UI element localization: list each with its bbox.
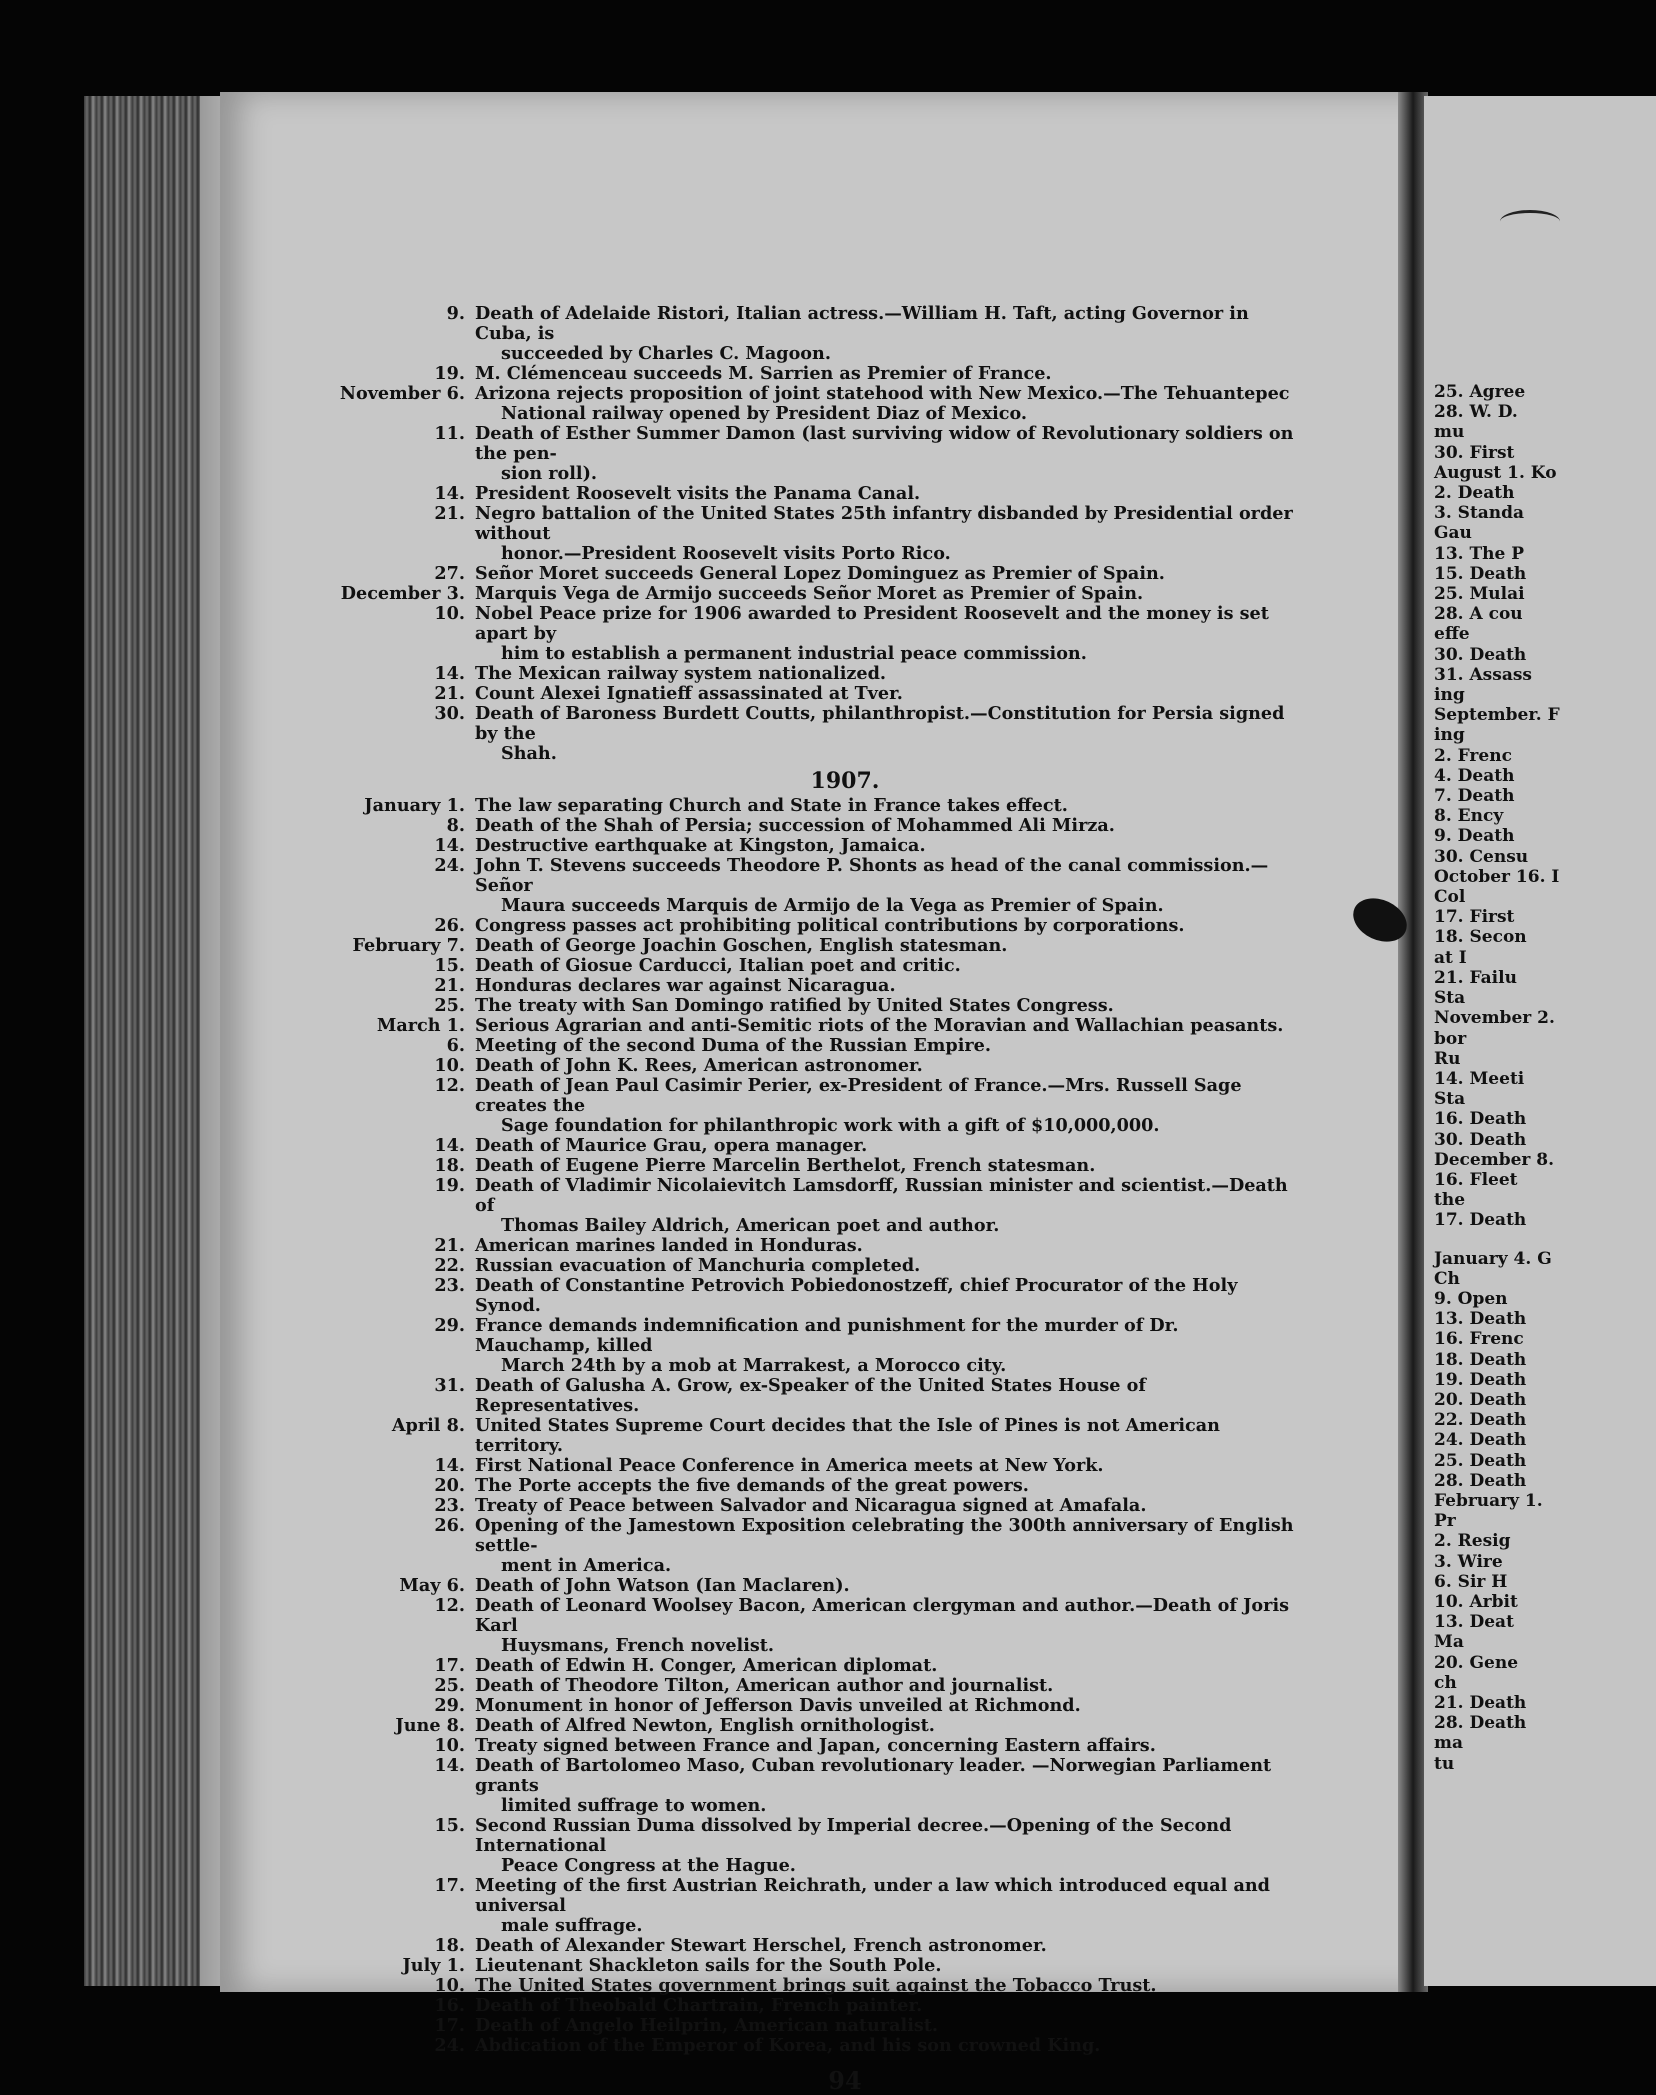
- chronology-entry: [395, 1056, 1295, 1076]
- entry-date: 6.: [446, 1035, 465, 1056]
- chronology-entry: [395, 684, 1295, 704]
- entry-date: 10.: [434, 1975, 465, 1996]
- entry-text: Opening of the Jamestown Exposition celebrating the 300th anniversary of English settle-: [475, 1515, 1294, 1556]
- right-page-line: 3. Wire: [1434, 1551, 1503, 1572]
- chronology-entry: [395, 1956, 1295, 1976]
- right-page-line: 21. Failu: [1434, 967, 1517, 988]
- entry-continuation: March 24th by a mob at Marrakest, a Morocco city.: [501, 1355, 1007, 1376]
- entry-date: 21.: [434, 1235, 465, 1256]
- chronology-entry: [395, 1256, 1295, 1276]
- right-page-line: Sta: [1434, 1089, 1466, 1110]
- right-page-line: 8. Ency: [1434, 806, 1504, 827]
- entry-date: 14.: [434, 663, 465, 684]
- entry-date: 14.: [434, 1455, 465, 1476]
- right-page-line: 16. Death: [1434, 1109, 1527, 1130]
- entry-text: Death of Leonard Woolsey Bacon, American clergyman and author.—Death of Joris Karl: [475, 1595, 1290, 1636]
- ink-mark: [1500, 210, 1560, 233]
- right-page-line: 21. Death: [1434, 1693, 1527, 1713]
- chronology-entry: [395, 1936, 1295, 1956]
- entry-date: 11.: [434, 423, 465, 444]
- chronology-entry: [340, 583, 1295, 604]
- right-page-line: 31. Assass: [1434, 664, 1532, 685]
- entry-text: Death of Edwin H. Conger, American diplomat.: [475, 1655, 938, 1676]
- chronology-entry: [395, 1156, 1295, 1176]
- entry-continuation: succeeded by Charles C. Magoon.: [501, 343, 831, 364]
- right-page-line: 24. Death: [1434, 1430, 1527, 1451]
- right-page-line: October 16. I: [1434, 866, 1560, 887]
- entry-continuation: him to establish a permanent industrial peace commission.: [501, 643, 1087, 664]
- entry-date: 21.: [434, 503, 465, 524]
- entry-text: Russian evacuation of Manchuria completed.: [475, 1255, 921, 1276]
- entry-date: 14.: [434, 1755, 465, 1776]
- year-heading: 1907.: [810, 768, 880, 794]
- chronology-entry: [395, 996, 1295, 1016]
- entry-date: 24.: [434, 2035, 465, 2056]
- right-page-line: ing: [1434, 725, 1465, 746]
- chronology-entry: [395, 1576, 1295, 1596]
- chronology-entry: [395, 364, 1295, 384]
- entry-text: The law separating Church and State in France takes effect.: [475, 795, 1068, 816]
- entry-text: Death of Baroness Burdett Coutts, philanthropist.—Constitution for Persia signed by the: [475, 703, 1285, 744]
- entry-text: M. Clémenceau succeeds M. Sarrien as Premier of France.: [475, 363, 1052, 384]
- entry-text: Death of the Shah of Persia; succession of Mohammed Ali Mirza.: [475, 815, 1115, 836]
- entry-text: Death of Alexander Stewart Herschel, French astronomer.: [475, 1935, 1047, 1956]
- right-page-line: 2. Death: [1434, 483, 1515, 504]
- right-page-line: 13. Death: [1434, 1309, 1527, 1330]
- right-page-line: 16. Frenc: [1434, 1329, 1524, 1350]
- entry-text: Señor Moret succeeds General Lopez Dominguez as Premier of Spain.: [475, 563, 1165, 584]
- right-page-line: 9. Open: [1434, 1288, 1508, 1309]
- entry-text: Death of Adelaide Ristori, Italian actress.—William H. Taft, acting Governor in Cuba, is: [475, 303, 1249, 344]
- entry-text: Death of George Joachin Goschen, English statesman.: [475, 935, 1008, 956]
- entries-1906: [339, 303, 1295, 764]
- chronology-entry: [395, 1176, 1295, 1236]
- entry-continuation: National railway opened by President Diaz of Mexico.: [501, 403, 1028, 424]
- entry-date: 18.: [434, 1935, 465, 1956]
- right-page-line: 28. Death: [1434, 1470, 1527, 1491]
- entry-date: 20.: [434, 1475, 465, 1496]
- right-page-column: [1434, 382, 1656, 1774]
- entry-date: 21.: [434, 683, 465, 704]
- entry-text: Death of John K. Rees, American astronomer.: [475, 1055, 923, 1076]
- right-page-line: 17. Death: [1434, 1210, 1527, 1231]
- chronology-entry: [364, 795, 1295, 816]
- entry-text: Meeting of the first Austrian Reichrath, under a law which introduced equal and universal: [475, 1875, 1270, 1916]
- entry-text: Destructive earthquake at Kingston, Jamaica.: [475, 835, 926, 856]
- chronology-entry: [395, 2036, 1295, 2056]
- entry-date: 25.: [434, 1675, 465, 1696]
- right-page-line: 2. Frenc: [1434, 745, 1512, 766]
- right-page-line: 22. Death: [1434, 1410, 1527, 1431]
- entry-text: Death of Jean Paul Casimir Perier, ex-President of France.—Mrs. Russell Sage creates the: [475, 1075, 1242, 1116]
- entry-continuation: Thomas Bailey Aldrich, American poet and author.: [501, 1215, 1000, 1236]
- entry-date: 10.: [434, 1055, 465, 1076]
- entry-text: Count Alexei Ignatieff assassinated at Tver.: [475, 683, 903, 704]
- entry-date: May 6.: [399, 1575, 465, 1596]
- entry-date: 10.: [434, 1735, 465, 1756]
- right-page-line: Ch: [1434, 1268, 1460, 1289]
- chronology-entry: [395, 956, 1295, 976]
- chronology-entry: [395, 1736, 1295, 1756]
- entry-date: 17.: [434, 2015, 465, 2036]
- entry-continuation: Maura succeeds Marquis de Armijo de la Vega as Premier of Spain.: [501, 895, 1164, 916]
- entry-text: Second Russian Duma dissolved by Imperial decree.—Opening of the Second International: [475, 1815, 1232, 1856]
- right-page-line: 20. Gene: [1434, 1652, 1519, 1673]
- entry-text: France demands indemnification and punishment for the murder of Dr. Mauchamp, killed: [475, 1315, 1179, 1356]
- entry-date: 30.: [434, 703, 465, 724]
- entry-text: President Roosevelt visits the Panama Canal.: [475, 483, 921, 504]
- right-page-line: 25. Agree: [1434, 382, 1526, 402]
- entry-text: Nobel Peace prize for 1906 awarded to President Roosevelt and the money is set apart by: [475, 603, 1269, 644]
- entry-date: 17.: [434, 1655, 465, 1676]
- chronology-entry: [395, 836, 1295, 856]
- chronology-entry: [395, 1596, 1295, 1656]
- right-page-line: 28. Death: [1434, 1713, 1527, 1734]
- right-page-line: 14. Meeti: [1434, 1068, 1525, 1089]
- chronology-entry: [395, 1236, 1295, 1256]
- chronology-entry: [395, 1376, 1295, 1416]
- right-page-line: bor: [1434, 1028, 1467, 1049]
- right-page-line: 3. Standa: [1434, 503, 1525, 524]
- right-page-line: 30. Death: [1434, 1129, 1527, 1150]
- entry-text: Death of Theodore Tilton, American author and journalist.: [475, 1675, 1054, 1696]
- entry-date: 18.: [434, 1155, 465, 1176]
- chronology-entry: [395, 1656, 1295, 1676]
- entry-continuation: ment in America.: [501, 1555, 672, 1576]
- right-page-line: 13. The P: [1434, 543, 1525, 564]
- right-page-line: 13. Deat: [1434, 1612, 1514, 1633]
- right-page-line: 17. First: [1434, 907, 1515, 928]
- entry-date: 14.: [434, 835, 465, 856]
- entry-date: 31.: [434, 1375, 465, 1396]
- right-page-line: January 4. G: [1434, 1248, 1552, 1269]
- entry-date: February 7.: [352, 935, 465, 956]
- entry-date: 9.: [446, 303, 465, 324]
- right-page-line: 9. Death: [1434, 826, 1515, 847]
- entry-date: 23.: [434, 1275, 465, 1296]
- chronology-entry: [395, 1976, 1295, 1996]
- chronology-entry: [395, 1136, 1295, 1156]
- chronology-entry: [395, 916, 1295, 936]
- entry-date: 26.: [434, 1515, 465, 1536]
- chronology-entry: [395, 1476, 1295, 1496]
- right-page-line: at I: [1434, 947, 1467, 968]
- entry-text: John T. Stevens succeeds Theodore P. Shonts as head of the canal commission.—Señor: [475, 855, 1269, 896]
- entry-date: 24.: [434, 855, 465, 876]
- entry-text: Death of Alfred Newton, English ornithologist.: [475, 1715, 935, 1736]
- entry-date: July 1.: [402, 1955, 465, 1976]
- right-page-line: 19. Death: [1434, 1369, 1527, 1390]
- chronology-entry: [395, 1876, 1295, 1936]
- chronology-entry: [395, 424, 1295, 484]
- right-page-line: the: [1434, 1190, 1466, 1211]
- entry-text: Lieutenant Shackleton sails for the South Pole.: [475, 1955, 942, 1976]
- entry-date: 26.: [434, 915, 465, 936]
- entry-text: The United States government brings suit against the Tobacco Trust.: [475, 1975, 1157, 1996]
- entry-date: 15.: [434, 1815, 465, 1836]
- entry-text: Treaty signed between France and Japan, concerning Eastern affairs.: [475, 1735, 1156, 1756]
- right-page-line: 30. Censu: [1434, 846, 1529, 867]
- entry-date: 27.: [434, 563, 465, 584]
- right-page-line: August 1. Ko: [1434, 462, 1557, 483]
- chronology-entry: [395, 1516, 1295, 1576]
- right-page-line: 20. Death: [1434, 1389, 1527, 1410]
- entry-text: Meeting of the second Duma of the Russian Empire.: [475, 1035, 992, 1056]
- chronology-entry: [395, 604, 1295, 664]
- entry-date: 19.: [434, 1175, 465, 1196]
- entry-date: 12.: [434, 1075, 465, 1096]
- chronology-entry: [395, 1676, 1295, 1696]
- right-page-line: February 1.: [1434, 1490, 1543, 1511]
- entry-text: Death of Angelo Heilprin, American naturalist.: [475, 2015, 939, 2036]
- chronology-entry: [395, 1276, 1295, 1316]
- entry-date: December 3.: [340, 583, 465, 604]
- right-page-line: 28. W. D.: [1434, 402, 1518, 423]
- entry-text: The Porte accepts the five demands of the great powers.: [475, 1475, 1029, 1496]
- entry-date: 25.: [434, 995, 465, 1016]
- entry-text: First National Peace Conference in America meets at New York.: [475, 1455, 1104, 1476]
- right-page-line: 16. Fleet: [1434, 1169, 1518, 1190]
- chronology-entry: [395, 1816, 1295, 1876]
- right-page-line: 18. Secon: [1434, 927, 1527, 948]
- entry-date: 8.: [446, 815, 465, 836]
- right-page-line: Ru: [1434, 1048, 1461, 1069]
- chronology-entry: [395, 1996, 1295, 2016]
- right-page-line: September. F: [1434, 705, 1560, 726]
- entry-date: March 1.: [376, 1015, 465, 1036]
- right-page-line: Gau: [1434, 523, 1472, 544]
- entry-continuation: honor.—President Roosevelt visits Porto Rico.: [501, 543, 951, 564]
- right-page-line: ing: [1434, 685, 1465, 706]
- entry-text: Death of Bartolomeo Maso, Cuban revolutionary leader. —Norwegian Parliament grants: [475, 1755, 1272, 1796]
- chronology-entry: [395, 564, 1295, 584]
- entry-text: Negro battalion of the United States 25th infantry disbanded by Presidential order without: [475, 503, 1293, 544]
- entry-text: Death of Eugene Pierre Marcelin Berthelot, French statesman.: [475, 1155, 1096, 1176]
- chronology-entry: [395, 664, 1295, 684]
- chronology-entry: [395, 504, 1295, 564]
- right-page-line: 28. A cou: [1434, 604, 1523, 625]
- entry-date: 23.: [434, 1495, 465, 1516]
- chronology-entry: [395, 1456, 1295, 1476]
- right-page-line: 2. Resig: [1434, 1531, 1511, 1552]
- right-page-line: [1434, 1231, 1656, 1249]
- entry-text: Death of Galusha A. Grow, ex-Speaker of the United States House of Representatives.: [475, 1375, 1146, 1416]
- entry-date: 14.: [434, 1135, 465, 1156]
- right-page-line: 10. Arbit: [1434, 1591, 1518, 1612]
- right-page-line: tu: [1434, 1753, 1455, 1774]
- entry-text: Serious Agrarian and anti-Semitic riots of the Moravian and Wallachian peasants.: [475, 1015, 1284, 1036]
- right-page-line: ch: [1434, 1672, 1457, 1693]
- entry-text: Congress passes act prohibiting political contributions by corporations.: [475, 915, 1185, 936]
- right-page-line: 18. Death: [1434, 1349, 1527, 1370]
- entry-text: Arizona rejects proposition of joint statehood with New Mexico.—The Tehuantepec: [475, 383, 1290, 404]
- chronology-entry: [395, 2016, 1295, 2036]
- chronology-entry: [395, 1756, 1295, 1816]
- entry-date: 15.: [434, 955, 465, 976]
- right-page-line: 6. Sir H: [1434, 1571, 1508, 1592]
- entry-text: The Mexican railway system nationalized.: [475, 663, 887, 684]
- chronology-entry: [391, 1415, 1295, 1456]
- entry-date: 10.: [434, 603, 465, 624]
- chronology-entry: [376, 1015, 1295, 1036]
- entry-text: Death of Vladimir Nicolaievitch Lamsdorff, Russian minister and scientist.—Death of: [475, 1175, 1288, 1216]
- chronology-entry: [395, 704, 1295, 764]
- entry-text: The treaty with San Domingo ratified by United States Congress.: [475, 995, 1114, 1016]
- right-page-line: Sta: [1434, 988, 1466, 1009]
- entry-continuation: Peace Congress at the Hague.: [501, 1855, 796, 1876]
- entry-text: Treaty of Peace between Salvador and Nicaragua signed at Amafala.: [475, 1495, 1147, 1516]
- chronology-entry: [395, 816, 1295, 836]
- page-number: 94: [828, 2066, 862, 2095]
- right-page-line: 25. Death: [1434, 1450, 1527, 1471]
- entry-date: 17.: [434, 1875, 465, 1896]
- entry-text: United States Supreme Court decides that the Isle of Pines is not American territory.: [475, 1415, 1220, 1456]
- entry-continuation: male suffrage.: [501, 1915, 643, 1936]
- entry-date: November 6.: [339, 383, 465, 404]
- chronology-entry: [395, 1316, 1295, 1376]
- chronology-entry: [395, 1696, 1295, 1716]
- entry-text: Honduras declares war against Nicaragua.: [475, 975, 896, 996]
- entry-date: January 1.: [364, 795, 465, 816]
- right-page-line: 4. Death: [1434, 765, 1515, 786]
- entry-date: 16.: [434, 1995, 465, 2016]
- chronology-entry: [352, 935, 1295, 956]
- entry-text: Monument in honor of Jefferson Davis unveiled at Richmond.: [475, 1695, 1081, 1716]
- right-page-line: 30. Death: [1434, 644, 1527, 665]
- right-page-line: mu: [1434, 422, 1465, 443]
- chronology-entry: [339, 383, 1295, 424]
- chronology-entry: [395, 484, 1295, 504]
- entry-text: Death of John Watson (Ian Maclaren).: [475, 1575, 850, 1596]
- entry-date: 12.: [434, 1595, 465, 1616]
- right-page-line: Pr: [1434, 1511, 1456, 1532]
- right-page-line: Col: [1434, 887, 1466, 908]
- chronology-entry: [395, 1716, 1295, 1736]
- right-page-line: 7. Death: [1434, 786, 1515, 807]
- chronology-entry: [395, 1036, 1295, 1056]
- entry-date: 19.: [434, 363, 465, 384]
- entry-date: 22.: [434, 1255, 465, 1276]
- chronology-column: [339, 303, 1295, 2095]
- entry-text: Marquis Vega de Armijo succeeds Señor Moret as Premier of Spain.: [475, 583, 1144, 604]
- entry-date: April 8.: [391, 1415, 465, 1436]
- entry-text: Death of Maurice Grau, opera manager.: [475, 1135, 868, 1156]
- right-page-line: 25. Mulai: [1434, 584, 1525, 605]
- chronology-entry: [395, 1076, 1295, 1136]
- chronology-entry: [395, 304, 1295, 364]
- entry-continuation: Shah.: [501, 743, 557, 764]
- entry-continuation: limited suffrage to women.: [501, 1795, 767, 1816]
- entry-continuation: Sage foundation for philanthropic work with a gift of $10,000,000.: [501, 1115, 1160, 1136]
- entry-text: Death of Theobald Chartrain, French painter.: [475, 1995, 923, 2016]
- right-page-line: ma: [1434, 1733, 1464, 1754]
- entry-date: 21.: [434, 975, 465, 996]
- entry-date: 29.: [434, 1695, 465, 1716]
- entry-continuation: sion roll).: [501, 463, 598, 484]
- entry-text: Death of Constantine Petrovich Pobiedonostzeff, chief Procurator of the Holy Synod.: [475, 1275, 1238, 1316]
- entry-date: 14.: [434, 483, 465, 504]
- right-page-line: December 8.: [1434, 1149, 1555, 1170]
- entry-text: Death of Giosue Carducci, Italian poet and critic.: [475, 955, 961, 976]
- entry-date: June 8.: [395, 1715, 465, 1736]
- entry-date: 29.: [434, 1315, 465, 1336]
- chronology-entry: [395, 856, 1295, 916]
- right-page-line: effe: [1434, 624, 1470, 645]
- right-page-line: 30. First: [1434, 442, 1515, 463]
- right-page-line: November 2.: [1434, 1008, 1555, 1029]
- chronology-entry: [395, 976, 1295, 996]
- right-page-line: 15. Death: [1434, 563, 1527, 584]
- entry-continuation: Huysmans, French novelist.: [501, 1635, 775, 1656]
- entry-text: Abdication of the Emperor of Korea, and his son crowned King.: [475, 2035, 1101, 2056]
- right-page-line: Ma: [1434, 1632, 1464, 1653]
- chronology-entry: [395, 1496, 1295, 1516]
- entries-1907: [352, 795, 1295, 2056]
- right-page: [1424, 96, 1656, 1986]
- entry-text: Death of Esther Summer Damon (last surviving widow of Revolutionary soldiers on the pen-: [475, 423, 1294, 464]
- entry-text: American marines landed in Honduras.: [475, 1235, 863, 1256]
